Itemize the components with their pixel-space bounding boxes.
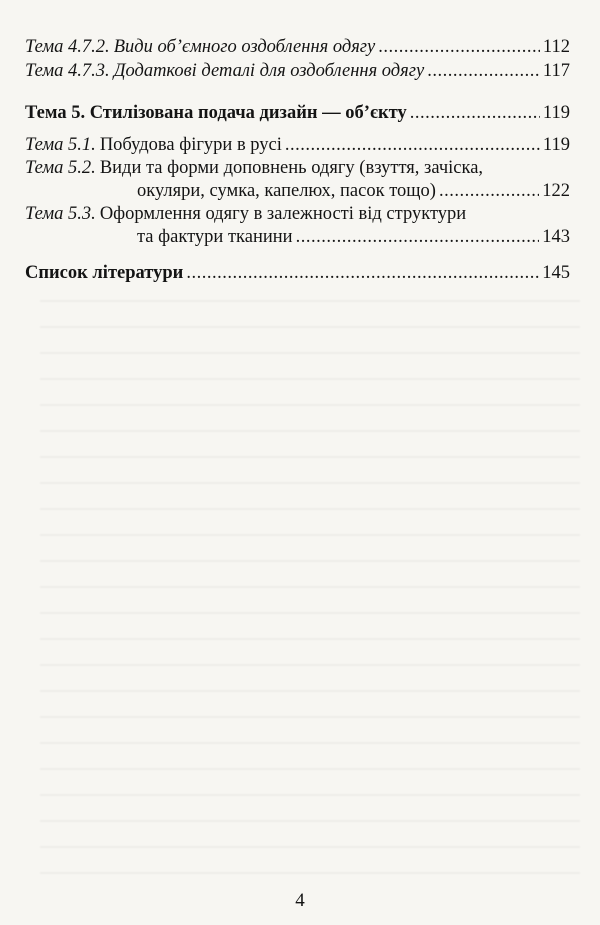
leader-dots [285,134,540,157]
leader-dots [296,226,540,249]
toc-page-number: 143 [542,227,570,247]
toc-page-number: 117 [542,61,570,81]
toc-page-number: 119 [542,103,570,123]
leader-dots [410,102,540,125]
toc-label: Тема 5.3. [25,204,96,224]
leader-dots [439,180,539,203]
toc-entry-4-7-2 [25,36,570,59]
toc-title: Додаткові деталі для оздоблення одягу [113,61,425,81]
leader-dots [186,262,539,285]
toc-label: Тема 4.7.2. [25,37,110,57]
toc-title-line-1: Види та форми доповнень одягу (взуття, зачіска, [99,158,484,178]
leader-dots [378,36,540,59]
toc-title-line-2: та фактури тканини [137,227,293,247]
bleed-through-background [40,300,580,890]
toc-entry-5-3 [25,203,570,249]
toc-entry-theme-5 [25,102,570,125]
toc-entry-5-2 [25,157,570,203]
toc-label: Тема 5.1. [25,135,96,155]
toc-heading: Тема 5. Стилізована подача дизайн — об’єкту [25,103,407,123]
toc-title-line-1: Оформлення одягу в залежності від структури [99,204,467,224]
toc-entry-references [25,262,570,285]
toc-page-number: 119 [542,135,570,155]
toc-label: Тема 5.2. [25,158,96,178]
toc-title: Види об’ємного оздоблення одягу [113,37,376,57]
toc-page-number: 145 [542,263,570,283]
leader-dots [427,60,540,83]
page-number: 4 [295,890,305,911]
toc-label: Тема 4.7.3. [25,61,110,81]
toc-heading: Список літератури [25,263,184,283]
toc-entry-4-7-3 [25,60,570,83]
toc-entry-5-1 [25,134,570,157]
toc-title: Побудова фігури в русі [99,135,282,155]
toc-page-number: 122 [542,181,570,201]
toc-title-line-2: окуляри, сумка, капелюх, пасок тощо) [137,181,436,201]
toc-page-number: 112 [542,37,570,57]
